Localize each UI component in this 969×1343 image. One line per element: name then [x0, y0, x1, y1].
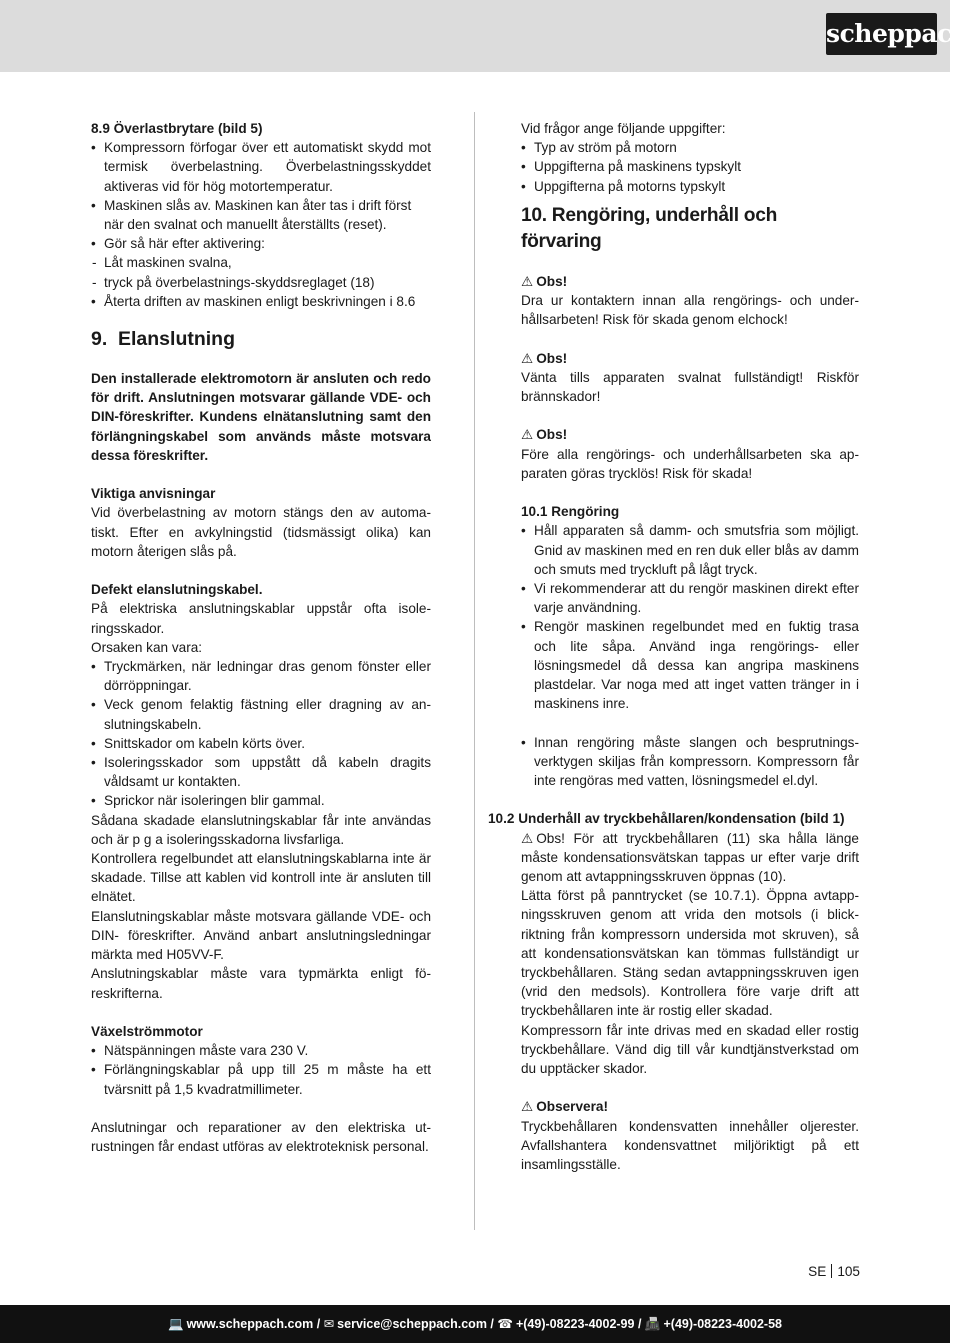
email-link[interactable]: service@scheppach.com	[337, 1317, 487, 1331]
website-link[interactable]: www.scheppach.com	[186, 1317, 314, 1331]
obs-label: Obs!	[536, 273, 568, 289]
fax-icon: 📠	[644, 1317, 661, 1331]
defekt-causes-intro: Orsaken kan vara:	[91, 639, 203, 655]
obs-text: Vänta tills apparaten svalnat fullständigt! Riskför brännskador!	[521, 369, 859, 405]
vaxel-list	[91, 1041, 431, 1099]
observera-heading	[521, 1097, 859, 1116]
list-item: • Rengör maskinen regelbundet med en fuktig trasa och lite såpa. Använd inga rengörings- eller lösningsmedel då dessa kan angripa maskinens plastdelar. Var noga med att inget vatten tränger in i maskinens inre.	[521, 617, 859, 713]
list-item: • Vi rekommenderar att du rengör maskinen direkt efter varje användning.	[521, 579, 859, 617]
section-10-1-list	[521, 521, 859, 713]
mail-icon: ✉	[323, 1317, 335, 1331]
list-item: • Innan rengöring måste slangen och besprutningsverktygen skiljas från kompressorn. Kompressorn får inte rengöras med vatten, lösningsmedel el.dyl.	[521, 733, 859, 791]
section-8-9-sublist	[91, 253, 431, 291]
section-10-2-paragraph: Lätta först på panntrycket (se 10.7.1). Öppna avtappningsskruven genom att vrida den motsols (i blickriktning från kompressorn undersida mot skruven), så att kondensationsvätskan kan tömmas fullständigt ur tryckbehållaren. Stäng sedan avtappningsskruven igen (vrid den medsols). Kontrollera före varje drift att tryckbehållaren inte är rostig eller skadad.	[521, 888, 859, 1019]
defekt-title: Defekt elanslutningskabel.	[91, 582, 263, 598]
defekt-paragraph: Kontrollera regelbundet att elanslutningskablarna inte är skadade. Tillse att kablen vid kontroll inte är ansluten till elnätet.	[91, 851, 431, 905]
vaxel-title: Växelströmmotor	[91, 1023, 203, 1039]
list-item: • Sprickor när isoleringen blir gammal.	[91, 791, 431, 810]
questions-intro: Vid frågor ange följande uppgifter:	[521, 121, 726, 136]
section-10-1-title: 10.1 Rengöring	[521, 504, 620, 520]
list-item: - tryck på överbelastnings-skyddsreglaget (18)	[91, 273, 431, 292]
section-10-title: 10. Rengöring, underhåll och förvaring	[521, 204, 777, 252]
right-column	[488, 119, 859, 1174]
warning-icon: ⚠	[521, 273, 534, 289]
obs-heading	[521, 349, 859, 368]
list-item: • Uppgifterna på motorns typskylt	[521, 177, 859, 196]
section-8-9-list	[91, 138, 431, 253]
section-10-2-obs	[521, 829, 859, 887]
section-9-heading	[91, 326, 431, 352]
defekt-causes-list	[91, 657, 431, 811]
section-9-number: 9.	[91, 328, 108, 351]
list-item: • Maskinen slås av. Maskinen kan åter tas i drift först när den svalnat och manuellt återställts (reset).	[91, 196, 431, 234]
section-10-2-title: 10.2 Underhåll av tryckbehållaren/kondensation (bild 1)	[488, 811, 845, 827]
separator: /	[490, 1317, 494, 1331]
viktiga-title: Viktiga anvisningar	[91, 486, 216, 502]
section-10-2-obs-text: Obs! För att tryckbehållaren (11) ska hålla länge måste kondensationsvätskan tappas ur efter varje drift genom att avtappningsskruven öppnas (10).	[521, 830, 859, 885]
column-divider	[474, 112, 475, 1230]
left-column	[91, 119, 431, 1156]
defekt-text: På elektriska anslutningskablar uppstår ofta isoleringsskador.	[91, 601, 431, 636]
defekt-paragraph: Anslutningskablar måste vara typmärkta enligt föreskrifterna.	[91, 966, 431, 1001]
observera-text: Tryckbehållaren kondensvatten innehåller oljerester. Avfallshantera kondensvattnet miljöriktigt på ett insamlingsställe.	[521, 1118, 859, 1173]
language-code: SE	[808, 1264, 827, 1279]
page-separator	[831, 1264, 832, 1278]
list-item: • Nätspänningen måste vara 230 V.	[91, 1041, 431, 1060]
phone-icon: ☎	[497, 1317, 513, 1331]
obs-text: Före alla rengörings- och underhållsarbeten ska apparaten göras trycklös! Risk för skada!	[521, 446, 859, 481]
obs-text: Dra ur kontaktern innan alla rengörings- och underhållsarbeten! Risk för skada genom elchock!	[521, 293, 859, 328]
warning-icon: ⚠	[521, 350, 534, 366]
section-9-intro: Den installerade elektromotorn är ansluten och redo för drift. Anslutningen motsvarar gällande VDE- och DIN-föreskrifter. Kundens elnätanslutning samt den förlängningskabel som används måste motsvara dessa föreskrifter.	[91, 371, 431, 463]
obs-label: Obs!	[536, 427, 568, 443]
final-paragraph: Anslutningar och reparationer av den elektriska utrustningen får endast utföras av elektroteknisk personal.	[91, 1119, 431, 1155]
list-item: • Veck genom felaktig fästning eller dragning av anslutningskabeln.	[91, 695, 431, 733]
scheppach-logo: scheppach	[826, 13, 937, 55]
list-item: • Håll apparaten så damm- och smutsfria som möjligt. Gnid av maskinen med en ren duk eller blås av damm och smuts med tryckluft på lågt tryck.	[521, 521, 859, 579]
viktiga-text: Vid överbelastning av motorn stängs den av automatiskt. Efter en avkylningstid (tidsmässigt olika) kan motorn återigen slås på.	[91, 505, 431, 559]
list-item: • Kompressorn förfogar över ett automatiskt skydd mot termisk överbelastning. Överbelastningsskyddet aktiveras vid för hög motortemperatur.	[91, 138, 431, 196]
contact-footer	[0, 1305, 950, 1343]
warning-icon: ⚠	[521, 1099, 534, 1115]
section-8-9-title: 8.9 Överlastbrytare (bild 5)	[91, 121, 263, 136]
section-10-1-list-end	[521, 733, 859, 791]
observera-label: Observera!	[536, 1099, 608, 1115]
page-num: 105	[837, 1264, 860, 1279]
list-item: - Låt maskinen svalna,	[91, 253, 431, 272]
questions-list	[521, 138, 859, 196]
section-9-title: Elanslutning	[118, 328, 235, 351]
section-10-2-paragraph: Kompressorn får inte drivas med en skadad eller rostig tryckbehållare. Vänd dig till vår kundtjänstverkstad om du upptäcker skador.	[521, 1022, 859, 1077]
defekt-paragraph: Sådana skadade elanslutningskablar får inte användas och är p g a isoleringsskadorna livsfarliga.	[91, 812, 431, 847]
page-header	[0, 0, 969, 72]
list-item: • Återta driften av maskinen enligt beskrivningen i 8.6	[91, 292, 431, 311]
list-item: • Uppgifterna på maskinens typskylt	[521, 157, 859, 176]
section-8-9-list-end	[91, 292, 431, 311]
list-item: • Gör så här efter aktivering:	[91, 234, 431, 253]
list-item: • Snittskador om kabeln körts över.	[91, 734, 431, 753]
defekt-paragraph: Elanslutningskablar måste motsvara gällande VDE- och DIN- föreskrifter. Använd anbart anslutningsledningar märkta med H05VV-F.	[91, 908, 431, 963]
separator: /	[316, 1317, 321, 1331]
computer-icon: 💻	[168, 1317, 184, 1331]
warning-icon: ⚠	[521, 427, 534, 443]
list-item: • Typ av ström på motorn	[521, 138, 859, 157]
obs-label: Obs!	[536, 350, 568, 366]
page-number	[800, 1262, 860, 1282]
warning-icon: ⚠	[521, 830, 534, 846]
obs-heading	[521, 425, 859, 444]
list-item: • Isoleringsskador som uppstått då kabeln dragits våldsamt ur kontakten.	[91, 753, 431, 791]
phone-number: +(49)-08223-4002-99	[515, 1317, 635, 1331]
fax-number: +(49)-08223-4002-58	[663, 1317, 782, 1331]
separator: /	[637, 1317, 642, 1331]
obs-heading	[521, 272, 859, 291]
list-item: • Förlängningskablar på upp till 25 m måste ha ett tvärsnitt på 1,5 kvadratmillimeter.	[91, 1060, 431, 1098]
list-item: • Tryckmärken, när ledningar dras genom fönster eller dörröppningar.	[91, 657, 431, 695]
